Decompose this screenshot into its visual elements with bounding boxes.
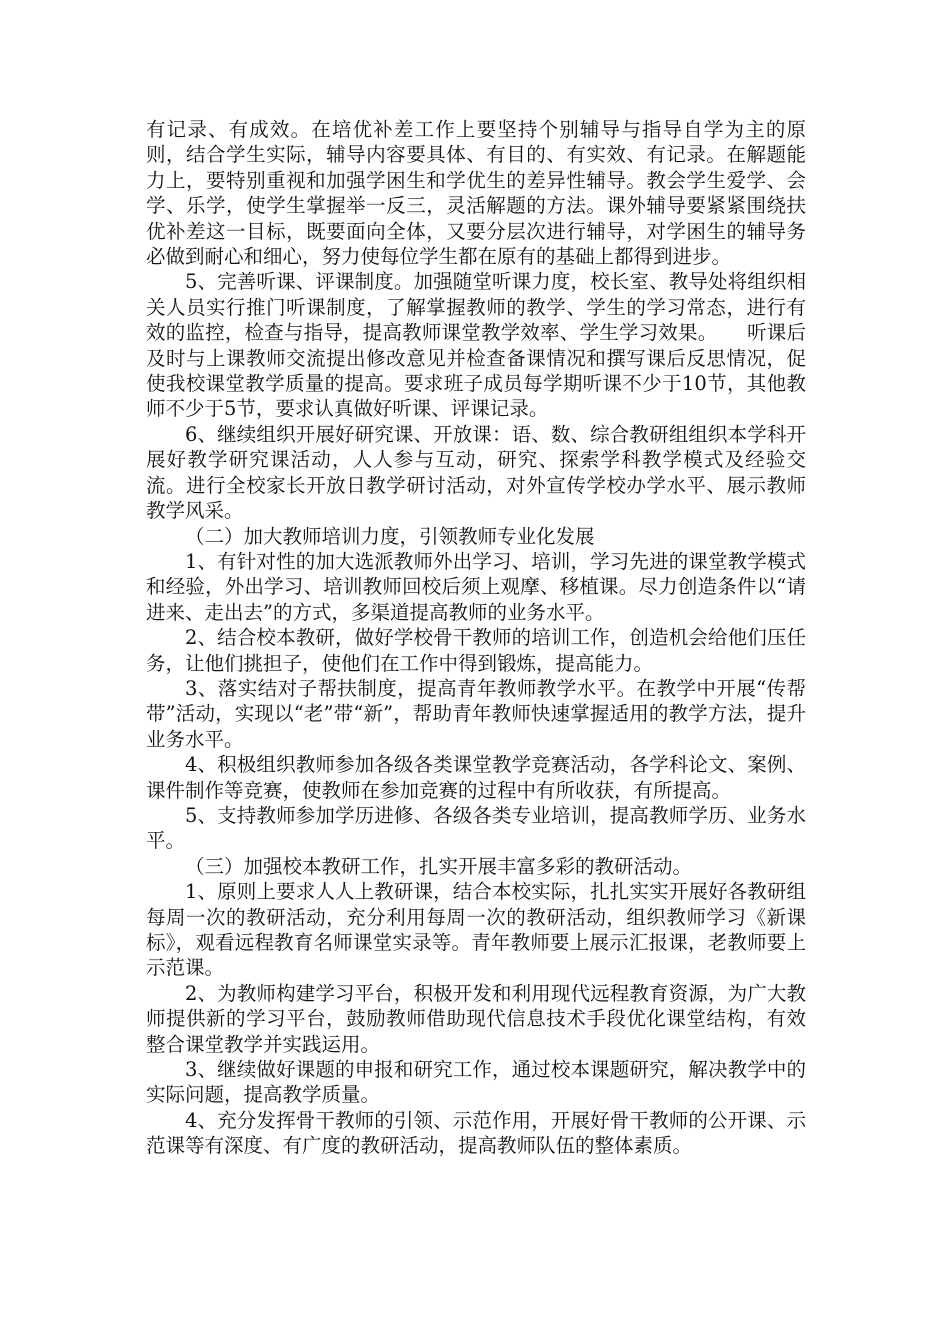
paragraph-research-item-3: 3、继续做好课题的申报和研究工作，通过校本课题研究，解决教学中的实际问题，提高教学质量。	[146, 1058, 806, 1107]
section-heading-school-research: （三）加强校本教研工作，扎实开展丰富多彩的教研活动。	[185, 854, 693, 878]
document-body	[146, 117, 806, 1159]
paragraph-training-item-4: 4、积极组织教师参加各级各类课堂教学竞赛活动，各学科论文、案例、课件制作等竞赛，使教师在参加竞赛的过程中有所收获，有所提高。	[146, 753, 806, 802]
paragraph-training-item-2: 2、结合校本教研，做好学校骨干教师的培训工作，创造机会给他们压任务，让他们挑担子，使他们在工作中得到锻炼，提高能力。	[146, 626, 806, 675]
paragraph-training-item-5: 5、支持教师参加学历进修、各级各类专业培训，提高教师学历、业务水平。	[146, 803, 806, 853]
paragraph-research-item-4: 4、充分发挥骨干教师的引领、示范作用，开展好骨干教师的公开课、示范课等有深度、有广度的教研活动，提高教师队伍的整体素质。	[146, 1108, 806, 1158]
paragraph-lesson-observation: 5、完善听课、评课制度。加强随堂听课力度，校长室、教导处将组织相关人员实行推门听课制度，了解掌握教师的教学、学生的学习常态，进行有效的监控，检查与指导，提高教师课堂教学效率、学生学习效果。 听课后及时与上课教师交流提出修改意见并检查备课情况和撰写课后反思情况，促使我校课堂教学质量的提高。要求班子成员每学期听课不少于10节，其他教师不少于5节，要求认真做好听课、评课记录。	[146, 270, 806, 421]
paragraph-training-item-1: 1、有针对性的加大选派教师外出学习、培训，学习先进的课堂教学模式和经验，外出学习、培训教师回校后须上观摩、移植课。尽力创造条件以“请进来、走出去”的方式，多渠道提高教师的业务水平。	[146, 549, 806, 624]
paragraph-research-item-1: 1、原则上要求人人上教研课，结合本校实际，扎扎实实开展好各教研组每周一次的教研活动，充分利用每周一次的教研活动，组织教师学习《新课标》，观看远程教育名师课堂实录等。青年教师要上展示汇报课，老教师要上示范课。	[146, 880, 806, 980]
section-heading-teacher-training: （二）加大教师培训力度，引领教师专业化发展	[185, 524, 595, 548]
paragraph-training-item-3: 3、落实结对子帮扶制度，提高青年教师教学水平。在教学中开展“传帮带”活动，实现以“老”带“新”，帮助青年教师快速掌握适用的教学方法，提升业务水平。	[146, 676, 806, 751]
paragraph-open-classes: 6、继续组织开展好研究课、开放课：语、数、综合教研组组织本学科开展好教学研究课活动，人人参与互动，研究、探索学科教学模式及经验交流。进行全校家长开放日教学研讨活动，对外宣传学校办学水平、展示教师教学风采。	[146, 422, 806, 523]
paragraph-tutoring-continued: 有记录、有成效。在培优补差工作上要坚持个别辅导与指导自学为主的原则，结合学生实际，辅导内容要具体、有目的、有实效、有记录。在解题能力上，要特别重视和加强学困生和学优生的差异性辅导。教会学生爱学、会学、乐学，使学生掌握举一反三，灵活解题的方法。课外辅导要紧紧围绕扶优补差这一目标，既要面向全体，又要分层次进行辅导，对学困生的辅导务必做到耐心和细心，努力使每位学生都在原有的基础上都得到进步。	[146, 118, 806, 269]
paragraph-research-item-2: 2、为教师构建学习平台，积极开发和利用现代远程教育资源，为广大教师提供新的学习平台，鼓励教师借助现代信息技术手段优化课堂结构，有效整合课堂教学并实践运用。	[146, 981, 806, 1056]
